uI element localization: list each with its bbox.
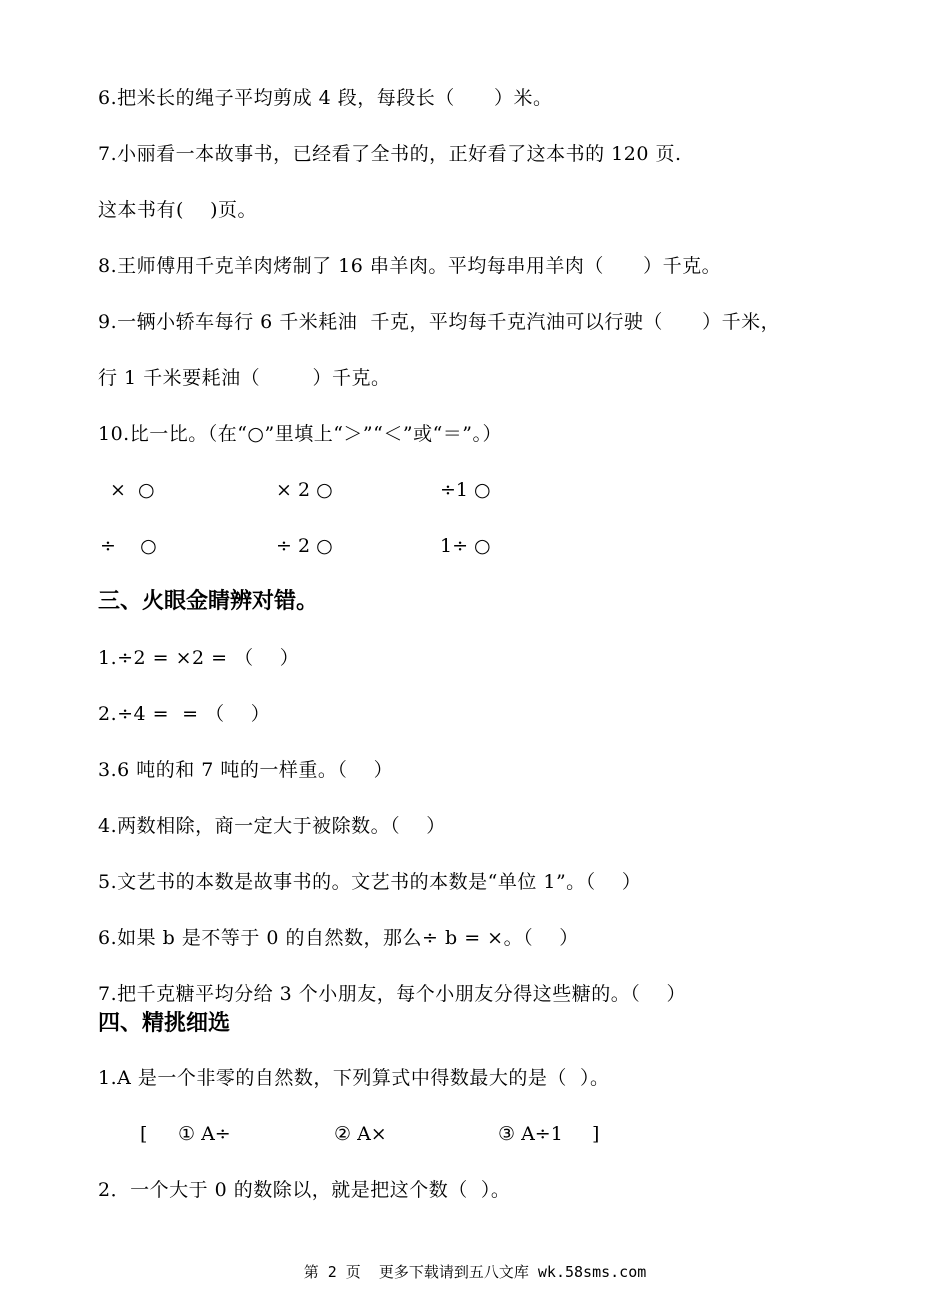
option-3: ③ A÷1 [498, 1123, 563, 1145]
choice-question-1: 1.A 是一个非零的自然数，下列算式中得数最大的是（ ）。 [98, 1067, 610, 1089]
judge-item-4: 4.两数相除，商一定大于被除数。（ ） [98, 815, 446, 837]
question-9-line-2: 行 1 千米要耗油（ ）千克。 [98, 367, 391, 389]
question-7-line-2: 这本书有( )页。 [98, 199, 257, 221]
judge-item-1: 1.÷2 = ×2 = （ ） [98, 647, 300, 669]
question-10: 10.比一比。（在“○”里填上“＞”“＜”或“＝”。） [98, 423, 503, 445]
section-3-title: 三、火眼金睛辨对错。 [98, 589, 319, 614]
compare-r2c3: 1÷ ○ [440, 535, 491, 557]
compare-r2c1: ÷ ○ [100, 535, 157, 557]
judge-item-3: 3.6 吨的和 7 吨的一样重。（ ） [98, 759, 394, 781]
question-6: 6.把米长的绳子平均剪成 4 段，每段长（ ）米。 [98, 87, 553, 109]
choice-question-2: 2．一个大于 0 的数除以，就是把这个数（ ）。 [98, 1179, 511, 1201]
judge-item-5: 5.文艺书的本数是故事书的。文艺书的本数是“单位 1”。（ ） [98, 871, 642, 893]
option-2: ② A× [334, 1123, 387, 1145]
judge-item-6: 6.如果 b 是不等于 0 的自然数，那么÷ b = ×。（ ） [98, 927, 579, 949]
section-4-title: 四、精挑细选 [98, 1011, 231, 1036]
question-9-line-1: 9.一辆小轿车每行 6 千米耗油 千克，平均每千克汽油可以行驶（ ）千米， [98, 311, 781, 333]
judge-item-2: 2.÷4 = = （ ） [98, 703, 271, 725]
compare-r1c3: ÷1 ○ [440, 479, 491, 501]
question-8: 8.王师傅用千克羊肉烤制了 16 串羊肉。平均每串用羊肉（ ）千克。 [98, 255, 722, 277]
compare-r1c1: × ○ [110, 479, 155, 501]
bracket-open: [ [140, 1123, 148, 1145]
judge-item-7: 7.把千克糖平均分给 3 个小朋友，每个小朋友分得这些糖的。（ ） [98, 983, 686, 1005]
compare-r2c2: ÷ 2 ○ [276, 535, 333, 557]
question-7-line-1: 7.小丽看一本故事书，已经看了全书的，正好看了这本书的 120 页. [98, 143, 682, 165]
option-1: ① A÷ [178, 1123, 231, 1145]
compare-r1c2: × 2 ○ [276, 479, 333, 501]
page-footer: 第 2 页 更多下载请到五八文库 wk.58sms.com [303, 1263, 647, 1281]
bracket-close: ] [592, 1123, 600, 1145]
